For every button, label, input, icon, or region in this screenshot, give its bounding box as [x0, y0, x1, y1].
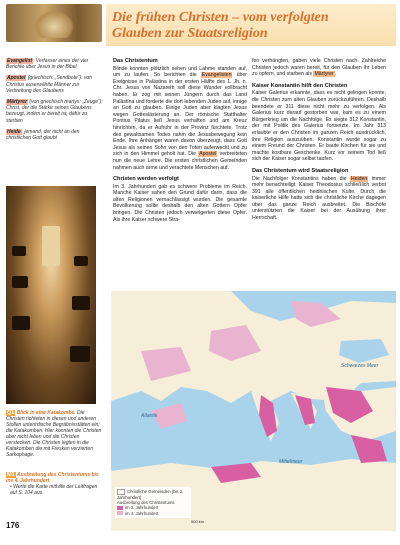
- page-title-line-1: Die frühen Christen – vom verfolgten: [112, 10, 329, 25]
- header: [0, 0, 400, 46]
- text-column-1: [113, 58, 247, 228]
- glossary-definition: (von griechisch martys: „Zeuge“): Christ, der die Stärke seines Glaubens bezeugt, indem er bereit ist, dafür zu sterben: [6, 99, 103, 124]
- map-label-schwarzes-meer: Schwarzes Meer: [341, 363, 379, 369]
- glossary-entry: [6, 129, 104, 141]
- map-task: • Werte die Karte mithilfe der Leitfragen auf S. 104 aus.: [10, 484, 98, 496]
- paragraph: [252, 176, 386, 222]
- highlight-term: Apostel: [199, 151, 217, 158]
- glossary-term: Evangelist: [7, 58, 33, 64]
- legend-item: [117, 511, 189, 516]
- glossary-term: Heide: [7, 128, 21, 135]
- legend-text: im 4. Jahrhundert: [125, 510, 159, 516]
- catacomb-niche: [72, 296, 90, 310]
- text-run: über Ereignisse in Palästina in der ersten Hälfte des 1. Jh. n. Chr. Jesus von Nazareth soll diese Wunder vollbracht haben. Er zog mit seinen Jüngern durch das Land Palästina und forderte die dort lebenden Juden auf, innige an Gott zu glauben. Einige Juden aber klagten Jesus wegen Gotteslästerung an. Der römische Statthalter Pontius Pilatus ließ Jesus verhaften und am Kreuz hinrichten, da er Aufruhr in der Provinz fürchtete. Trotz des gewaltsamen Todes nahm die Jesusbewegung kein Ende. Ihre Anhänger waren davon überzeugt, dass Gott Jesus als seinen Sohn von den Toten auferweckt und zu sich in den Himmel geholt hat. Die: [113, 72, 247, 158]
- section-heading: Das Christentum: [113, 58, 158, 64]
- glossary-entry: [6, 75, 104, 94]
- material-label: M1: [7, 472, 15, 478]
- page-number: 176: [6, 521, 20, 530]
- text-column-2: [252, 58, 386, 227]
- map-caption: [6, 472, 102, 496]
- map-caption-title: Ausbreitung des Christentums bis ins 4. Jahrhundert: [6, 472, 99, 484]
- legend-text: im 3. Jahrhundert: [125, 505, 159, 511]
- map-legend: [115, 487, 191, 518]
- text-run: .: [334, 71, 337, 78]
- caption-title: Blick in eine Katakombe.: [16, 410, 76, 416]
- glossary-entry: [6, 99, 104, 124]
- catacomb-niche: [12, 246, 26, 256]
- paragraph: Im 3. Jahrhundert gab es schwere Probleme im Reich. Manche Kaiser sahen den Grund dafür darin, dass die alten Religionen vernachlässigt wurden. Die gesamte Bevölkerung sollte deshalb den alten Göttern Opfer bringen. Die Christen jedoch verweigerten diese Opfer. Als ihre Kaiser schwere Stra-: [113, 183, 247, 223]
- text-run: immer mehr benachteiligt. Kaiser Theodosius schließlich verbot 391 alle öffentlichen heidnischen Kulte. Durch die kaiserliche Hilfe hatte sich die christliche Kirche dagegen über das ganze Reich ausbreitet. Die Bischöfe unterstützten die Kaiser bei der Ausübung ihrer Herrschaft.: [252, 175, 386, 222]
- map-scale: 500 km: [191, 519, 205, 524]
- legend-text: Ausbreitung des Christentums: [117, 500, 175, 506]
- catacomb-niche: [12, 316, 30, 330]
- glossary-definition: : jemand, der nicht an den christlichen Gott glaubt: [6, 128, 80, 142]
- paragraph: [252, 58, 386, 78]
- glossary-term: Märtyrer: [7, 99, 28, 106]
- text-run: verbreiteten nun die neue Lehre. Die ersten christlichen Gemeinden nahmen auch arme und verachtete Menschen auf.: [113, 151, 247, 171]
- map-label-mittelmeer: Mittelmeer: [279, 459, 303, 465]
- title-banner: [106, 4, 396, 46]
- header-image-sculpture: [6, 4, 102, 42]
- catacomb-niche: [70, 346, 90, 362]
- legend-text: Christliche Gemeinden (bis 2. Jahrhundert): [117, 489, 184, 500]
- glossary-sidebar: [6, 58, 104, 146]
- page-title-line-2: Glauben zur Staatsreligion: [112, 26, 268, 41]
- glossary-term: Apostel: [7, 75, 26, 82]
- section-heading: Das Christentum wird Staatsreligion: [252, 167, 349, 174]
- sculpture-figure: [34, 10, 74, 38]
- spread-map: [111, 291, 396, 531]
- text-run: fen verhängten, gaben viele Christen nach. Zahlreiche Christen jedoch waren bereit, für den Glauben ihr Leben zu opfern, und starben als: [252, 58, 386, 78]
- catacomb-photo: [6, 186, 96, 404]
- section-heading: Kaiser Konstantin hilft den Christen: [252, 82, 348, 89]
- catacomb-niche: [74, 256, 88, 266]
- text-run: Blinde konnten plötzlich sehen und Lahme standen auf, um zu laufen. So berichten die: [113, 65, 247, 79]
- photo-caption: [6, 410, 102, 458]
- caption-text: Die Christen richteten in diesen und anderen Stollen unterirdische Begräbnisstätten ein; die Katakomben. Hier konnten die Christen aber nicht leben und die Christen verstecken. Die Christen legten in die Katakomben die mit Fresken verzierten Sarkophage.: [6, 410, 102, 458]
- paragraph: [113, 66, 247, 172]
- section-heading: Christen werden verfolgt: [113, 176, 179, 183]
- highlight-term: Märtyrer: [314, 71, 334, 78]
- glossary-definition: (griechisch: „Sendbote“): von Christus auserwählte Männer zur Verbreitung des Glaubens: [6, 75, 92, 94]
- legend-item: [117, 489, 189, 500]
- glossary-definition: : Verfasser eines der vier Berichte über Jesus in der Bibel: [6, 58, 89, 71]
- paragraph: Kaiser Galerius erkannte, dass es nicht gelingen konnte, die Christen zum alten Glauben zurückzuführen. Deshalb beendete er 311 diese nicht mehr zu verfolgen. Als Galerius kurz darauf gestorben war, kam es zu einem Bürgerkrieg um die Nachfolge. Es siegte 312 Konstantin, der mit Politik des Galerius fortsetzte. Im Jahr 313 erlaubte er den Christen im ganzen Reich ausdrücklich, ihre Religion auszuüben. Konstantin wurde sogar zu einem Freund der Christen. Er baute Kirchen für sie und machte kostbare Geschenke. Kurz vor seinem Tod ließ sich der Kaiser sogar selbst taufen.: [252, 90, 386, 163]
- glossary-entry: [6, 58, 104, 70]
- source-label: Q1: [7, 410, 15, 416]
- highlight-term: Evangelisten: [201, 72, 232, 79]
- highlight-term: Heiden: [350, 175, 368, 182]
- map-label-atlantik: Atlantik: [141, 413, 158, 419]
- text-run: Die Nachfolger Konstantins haben die: [252, 175, 350, 182]
- catacomb-light: [42, 226, 60, 266]
- catacomb-niche: [12, 276, 28, 288]
